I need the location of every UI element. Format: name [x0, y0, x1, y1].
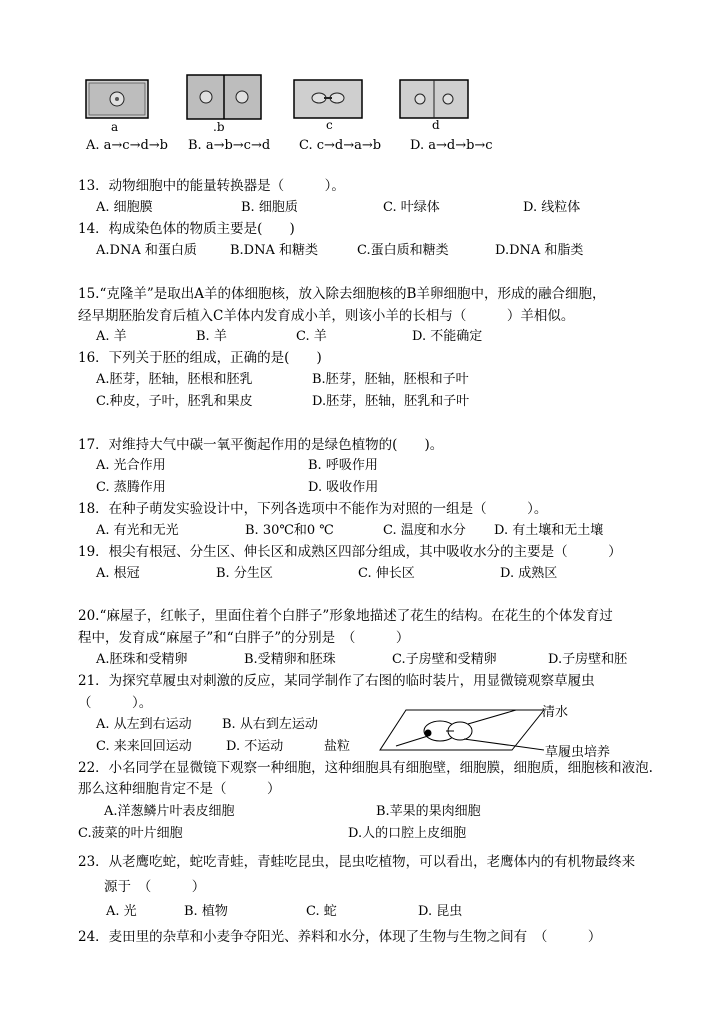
cell-label-b: .b — [213, 120, 225, 134]
cell-b-drawing — [184, 72, 264, 122]
q13-option-c: C. 叶绿体 — [383, 200, 440, 215]
question-17: 17．对维持大气中碳一氧平衡起作用的是绿色植物的( )。 — [78, 437, 444, 453]
q17-option-d: D. 吸收作用 — [308, 480, 379, 495]
cell-option-d: D. a→d→b→c — [410, 138, 493, 153]
q21-option-a: A. 从左到右运动 — [96, 717, 192, 732]
question-18: 18．在种子萌发实验设计中，下列各选项中不能作为对照的一组是（ ）。 — [78, 501, 548, 517]
q20-option-c: C.子房壁和受精卵 — [392, 652, 497, 667]
q19-option-c: C. 伸长区 — [358, 566, 415, 581]
question-22-line-2: 那么这种细胞肯定不是（ ） — [78, 781, 281, 797]
q23-option-a: A. 光 — [106, 904, 137, 919]
q20-option-b: B.受精卵和胚珠 — [244, 652, 336, 667]
q20-option-a: A.胚珠和受精卵 — [96, 652, 188, 667]
q14-option-b: B.DNA 和糖类 — [230, 243, 319, 258]
q17-option-b: B. 呼吸作用 — [308, 458, 378, 473]
q21-water-label: 清水 — [542, 705, 569, 720]
q19-option-a: A. 根冠 — [96, 566, 140, 581]
question-14: 14．构成染色体的物质主要是( ) — [78, 221, 295, 237]
question-19: 19．根尖有根冠、分生区、伸长区和成熟区四部分组成，其中吸收水分的主要是（ ） — [78, 544, 622, 560]
q19-option-b: B. 分生区 — [216, 566, 273, 581]
q21-option-c: C. 来来回回运动 — [96, 739, 192, 754]
q23-option-b: B. 植物 — [184, 904, 228, 919]
question-23-line-1: 23．从老鹰吃蛇，蛇吃青蛙，青蛙吃昆虫，昆虫吃植物，可以看出，老鹰体内的有机物最终来 — [78, 854, 636, 870]
q21-culture-label: 草履虫培养 — [545, 745, 611, 760]
cell-label-d: d — [432, 118, 440, 132]
q22-option-d: D.人的口腔上皮细胞 — [348, 826, 467, 841]
q13-option-b: B. 细胞质 — [241, 200, 298, 215]
q17-option-c: C. 蒸腾作用 — [96, 480, 166, 495]
q13-option-d: D. 线粒体 — [523, 200, 581, 215]
q19-option-d: D. 成熟区 — [500, 566, 558, 581]
q23-option-d: D. 昆虫 — [418, 904, 463, 919]
q20-option-d: D.子房壁和胚 — [548, 652, 628, 667]
question-13: 13．动物细胞中的能量转换器是（ ）。 — [78, 178, 345, 194]
q14-option-d: D.DNA 和脂类 — [495, 243, 584, 258]
question-15-line-1: 15.“克隆羊”是取出A羊的体细胞核，放入除去细胞核的B羊卵细胞中，形成的融合细胞， — [78, 286, 606, 302]
question-21-line-2: （ ）。 — [78, 695, 153, 711]
cell-option-a: A. a→c→d→b — [86, 138, 169, 153]
question-23-line-2: 源于 （ ） — [104, 879, 206, 895]
q21-option-b: B. 从右到左运动 — [222, 717, 318, 732]
q18-option-b: B. 30℃和0 ℃ — [245, 523, 334, 538]
cell-option-c: C. c→d→a→b — [299, 138, 382, 153]
q18-option-d: D. 有土壤和无土壤 — [494, 523, 604, 538]
q21-salt-label: 盐粒 — [324, 739, 351, 754]
question-20-line-2: 程中，发育成“麻屋子”和“白胖子”的分别是 （ ） — [78, 630, 410, 646]
cell-label-c: c — [326, 118, 333, 132]
cell-c-drawing — [290, 76, 366, 122]
q16-option-d: D.胚芽，胚轴，胚乳和子叶 — [312, 394, 470, 409]
q21-option-d: D. 不运动 — [226, 739, 284, 754]
q18-option-c: C. 温度和水分 — [383, 523, 466, 538]
q14-option-a: A.DNA 和蛋白质 — [96, 243, 197, 258]
q17-option-a: A. 光合作用 — [96, 458, 166, 473]
q13-option-a: A. 细胞膜 — [96, 200, 153, 215]
q22-option-c: C.菠菜的叶片细胞 — [78, 826, 183, 841]
q22-option-a: A.洋葱鳞片叶表皮细胞 — [104, 804, 235, 819]
question-22-line-1: 22．小名同学在显微镜下观察一种细胞，这种细胞具有细胞壁，细胞膜，细胞质，细胞核和液泡. — [78, 760, 653, 776]
q22-option-b: B.苹果的果肉细胞 — [376, 804, 481, 819]
slide-figure — [376, 706, 546, 754]
question-15-line-2: 经早期胚胎发育后植入C羊体内发育成小羊，则该小羊的长相与（ ）羊相似。 — [78, 308, 575, 324]
q15-option-a: A. 羊 — [96, 329, 127, 344]
cell-label-a: a — [111, 120, 119, 134]
q16-option-a: A.胚芽，胚轴，胚根和胚乳 — [96, 372, 253, 387]
cell-option-b: B. a→b→c→d — [188, 138, 271, 153]
question-16: 16．下列关于胚的组成，正确的是( ) — [78, 350, 322, 366]
q16-option-c: C.种皮，子叶，胚乳和果皮 — [96, 394, 253, 409]
q14-option-c: C.蛋白质和糖类 — [357, 243, 449, 258]
q16-option-b: B.胚芽，胚轴，胚根和子叶 — [312, 372, 469, 387]
question-21-line-1: 21．为探究草履虫对刺激的反应，某同学制作了右图的临时装片，用显微镜观察草履虫 — [78, 673, 595, 689]
q23-option-c: C. 蛇 — [306, 904, 337, 919]
question-20-line-1: 20.“麻屋子，红帐子，里面住着个白胖子”形象地描述了花生的结构。在花生的个体发育过 — [78, 608, 613, 624]
cell-d-drawing — [396, 76, 472, 122]
q15-option-d: D. 不能确定 — [412, 329, 483, 344]
q18-option-a: A. 有光和无光 — [96, 523, 179, 538]
cell-a-drawing — [82, 76, 152, 122]
q15-option-b: B. 羊 — [196, 329, 227, 344]
q15-option-c: C. 羊 — [296, 329, 327, 344]
question-24: 24．麦田里的杂草和小麦争夺阳光、养料和水分，体现了生物与生物之间有 （ ） — [78, 929, 602, 945]
